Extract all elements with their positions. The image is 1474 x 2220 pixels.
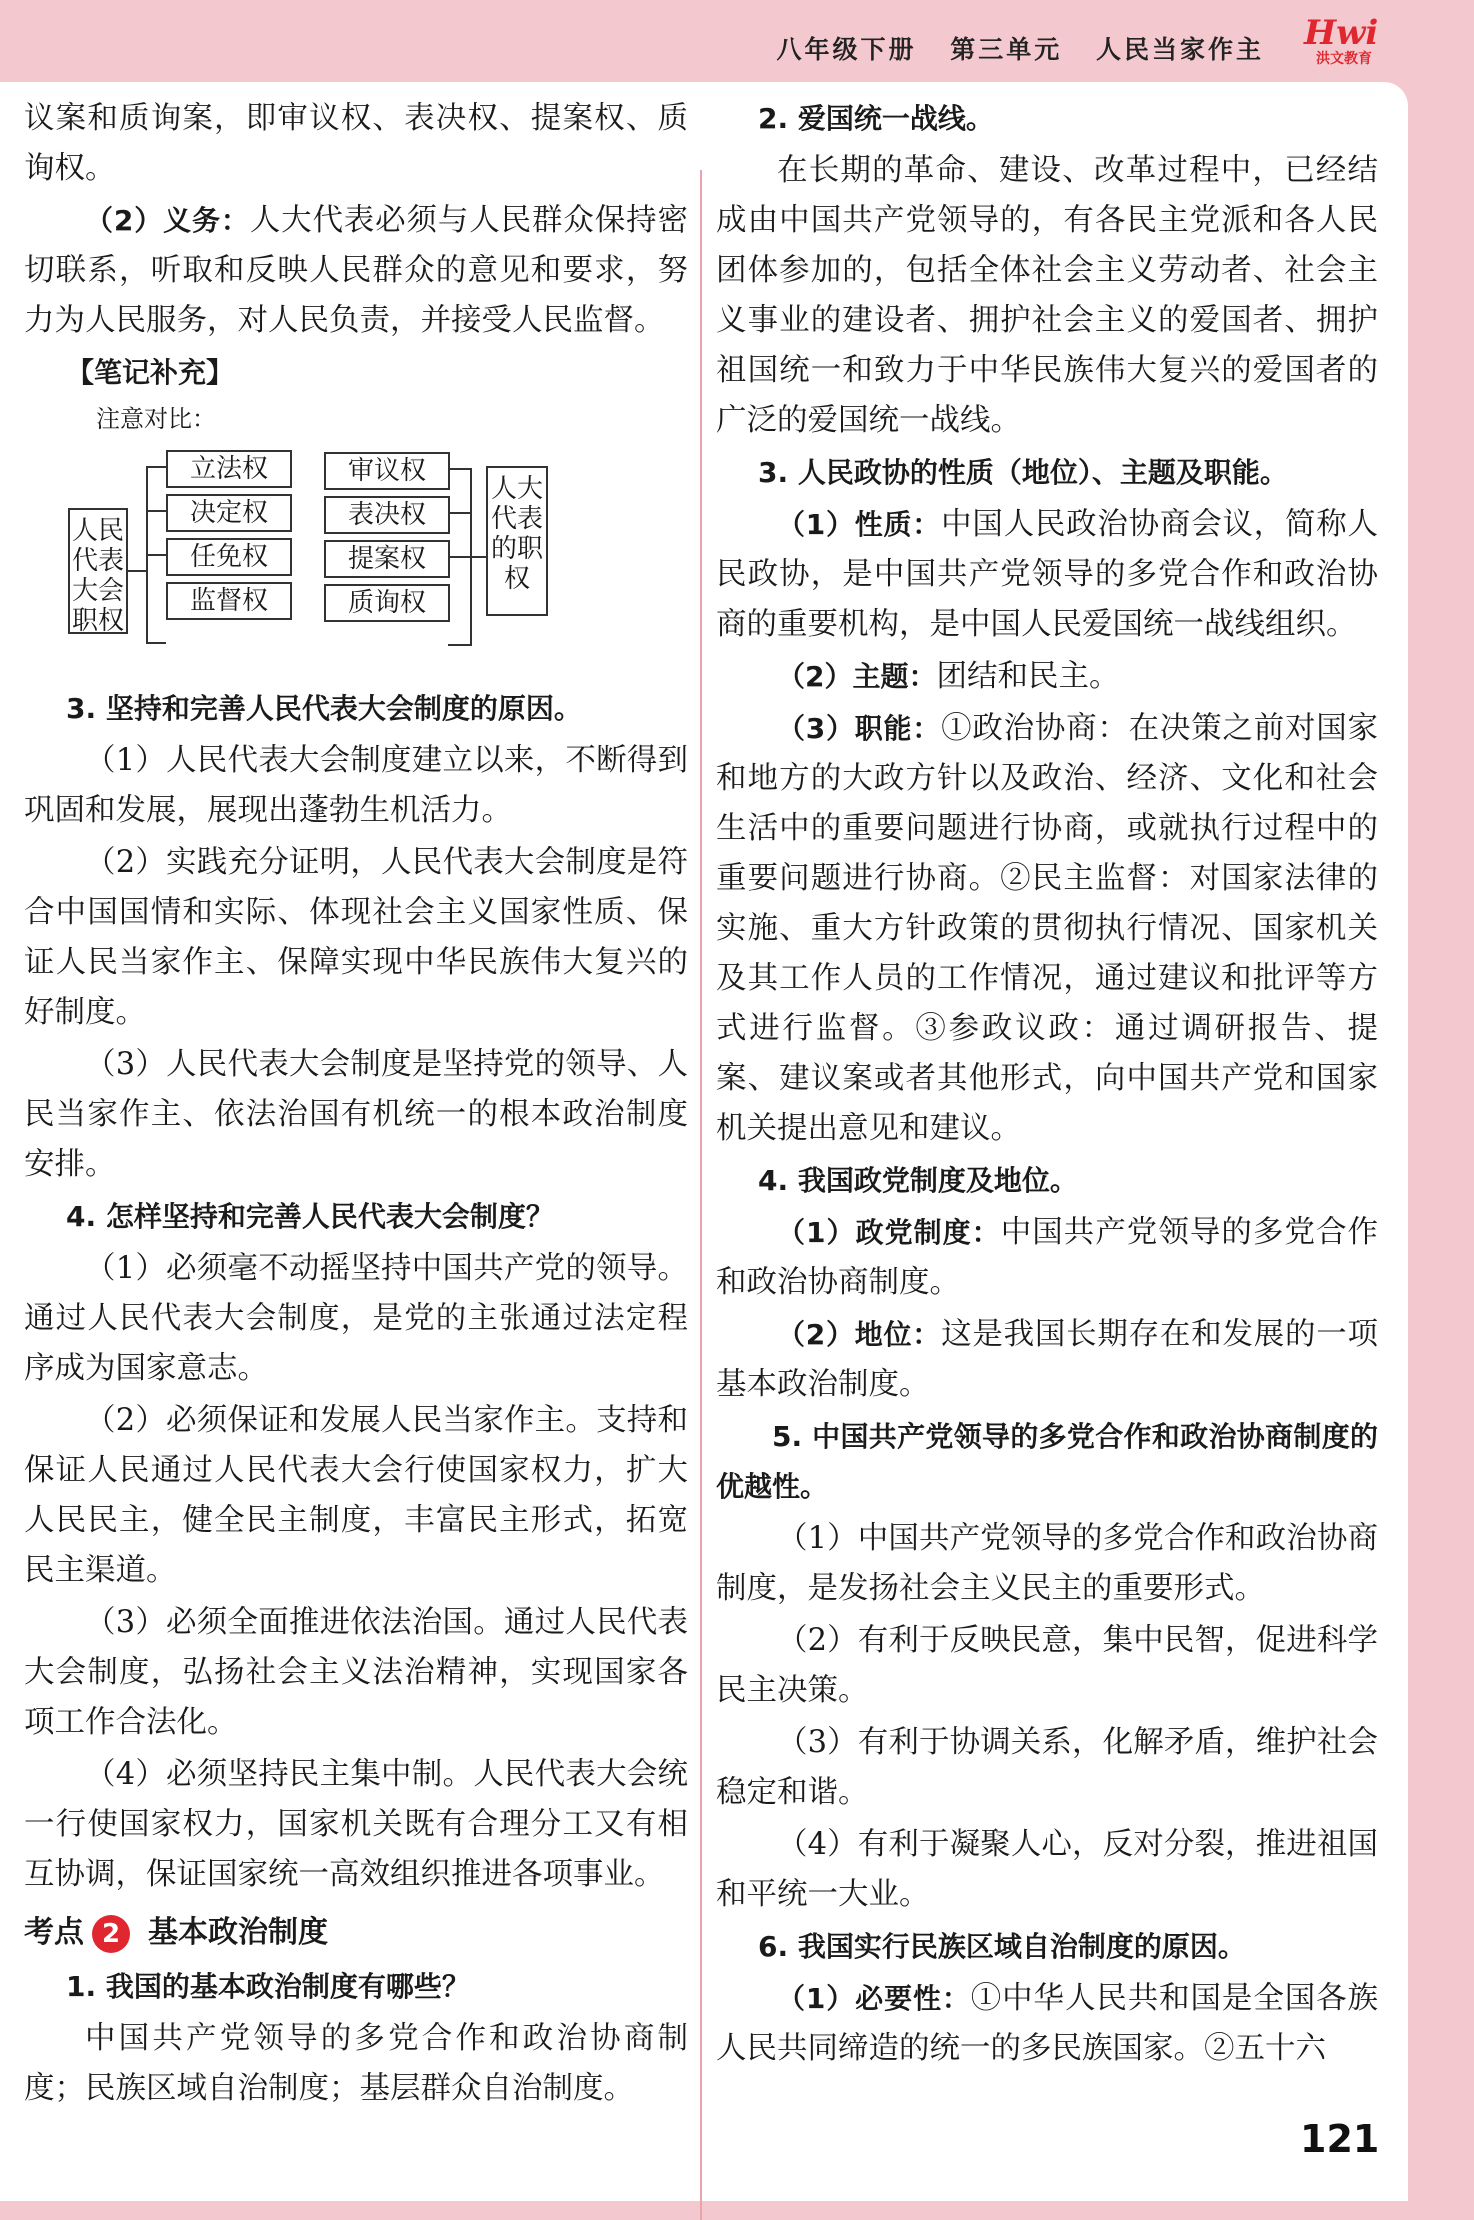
- right-column: [716, 94, 1378, 2076]
- header-unit: 第三单元: [950, 35, 1063, 64]
- paragraph: （2）必须保证和发展人民当家作主。支持和保证人民通过人民代表大会行使国家权力，扩大人民民主，健全民主制度，丰富民主形式，拓宽民主渠道。: [24, 1403, 688, 1588]
- paragraph-text: 人大代表必须与人民群众保持密切联系，听取和反映人民群众的意见和要求，努力为人民服务，对人民负责，并接受人民监督。: [24, 203, 689, 338]
- paragraph: [716, 1974, 1378, 2074]
- diagram-connector: [448, 556, 470, 558]
- section-heading: 6. 我国实行民族区域自治制度的原因。: [758, 1930, 1246, 1963]
- inline-label: （2）地位：: [777, 1318, 942, 1351]
- paragraph-text: ①政治协商：在决策之前对国家和地方的大政方针以及政治、经济、文化和社会生活中的重要问题进行协商，或就执行过程中的重要问题进行协商。②民主监督：对国家法律的实施、重大方针政策的贯彻执行情况、国家机关及其工作人员的工作情况，通过建议和批评等方式进行监督。③参政议政：通过调研报告、提案、建议案或者其他形式，向中国共产党和国家机关提出意见和建议。: [716, 711, 1379, 1146]
- paragraph: （2）实践充分证明，人民代表大会制度是符合中国国情和实际、体现社会主义国家性质、保证人民当家作主、保障实现中华民族伟大复兴的好制度。: [24, 845, 688, 1030]
- paragraph: （3）必须全面推进依法治国。通过人民代表大会制度，弘扬社会主义法治精神，实现国家各项工作合法化。: [24, 1605, 688, 1740]
- paragraph: [716, 1310, 1378, 1410]
- page-header: [0, 0, 1474, 67]
- paragraph: （3）有利于协调关系，化解矛盾，维护社会稳定和谐。: [716, 1725, 1378, 1810]
- paragraph: （1）人民代表大会制度建立以来，不断得到巩固和发展，展现出蓬勃生机活力。: [24, 743, 688, 828]
- note-subtitle: 注意对比：: [96, 405, 216, 433]
- paragraph: （4）有利于凝聚人心，反对分裂，推进祖国和平统一大业。: [716, 1827, 1378, 1912]
- page-body: [0, 82, 1408, 2201]
- section-heading: 2. 爱国统一战线。: [758, 102, 994, 135]
- left-column: [24, 94, 688, 2116]
- diagram-left-label: 人民代表大会职权: [68, 508, 128, 634]
- exam-point-heading: [24, 1908, 688, 1958]
- section-heading: 5. 中国共产党领导的多党合作和政治协商制度的优越性。: [716, 1420, 1378, 1503]
- inline-label: （1）必要性：: [777, 1982, 971, 2015]
- inline-label: （1）政党制度：: [777, 1216, 1001, 1249]
- paragraph: [716, 652, 1378, 702]
- paragraph: （1）必须毫不动摇坚持中国共产党的领导。通过人民代表大会制度，是党的主张通过法定程序成为国家意志。: [24, 1251, 688, 1386]
- paragraph-text: 中国人民政治协商会议，简称人民政协，是中国共产党领导的多党合作和政治协商的重要机构，是中国人民爱国统一战线组织。: [716, 507, 1379, 642]
- header-text: [755, 30, 1264, 66]
- exam-point-title: 基本政治制度: [148, 1915, 328, 1950]
- diagram-item: 监督权: [166, 582, 292, 620]
- paragraph: [24, 196, 688, 346]
- paragraph: （2）有利于反映民意，集中民智，促进科学民主决策。: [716, 1623, 1378, 1708]
- logo-mark: Hwi: [1304, 13, 1379, 53]
- header-grade: 八年级下册: [776, 35, 917, 64]
- diagram-connector: [448, 644, 470, 646]
- logo-text: 洪文教育: [1316, 51, 1372, 67]
- paragraph: [716, 1208, 1378, 1308]
- diagram-connector: [146, 466, 166, 468]
- diagram-item: 质询权: [324, 584, 450, 622]
- paragraph-text: ①中华人民共和国是全国各族人民共同缔造的统一的多民族国家。②五十六: [716, 1981, 1379, 2066]
- section-heading: 3. 坚持和完善人民代表大会制度的原因。: [66, 692, 582, 725]
- diagram-item: 立法权: [166, 450, 292, 488]
- section-heading: 1. 我国的基本政治制度有哪些？: [66, 1970, 470, 2003]
- exam-point-number: 2: [92, 1915, 130, 1953]
- diagram-item: 决定权: [166, 494, 292, 532]
- paragraph-text: 中国共产党领导的多党合作和政治协商制度。: [716, 1215, 1379, 1300]
- inline-label: （2）义务：: [85, 204, 250, 237]
- publisher-logo: [1304, 13, 1414, 67]
- paragraph: [716, 500, 1378, 650]
- paragraph: （4）必须坚持民主集中制。人民代表大会统一行使国家权力，国家机关既有合理分工又有相互协调，保证国家统一高效组织推进各项事业。: [24, 1757, 688, 1892]
- diagram-connector: [146, 554, 166, 556]
- inline-label: （3）职能：: [777, 712, 942, 745]
- paragraph: （3）人民代表大会制度是坚持党的领导、人民当家作主、依法治国有机统一的根本政治制度安排。: [24, 1047, 688, 1182]
- paragraph: 议案和质询案，即审议权、表决权、提案权、质询权。: [24, 101, 688, 186]
- powers-diagram: [24, 446, 688, 678]
- diagram-connector: [448, 512, 470, 514]
- diagram-item: 提案权: [324, 540, 450, 578]
- page-number: 121: [1300, 2117, 1380, 2161]
- column-divider: [700, 170, 702, 2220]
- note-title: 【笔记补充】: [66, 356, 235, 389]
- inline-label: （2）主题：: [777, 660, 937, 693]
- paragraph: 中国共产党领导的多党合作和政治协商制度；民族区域自治制度；基层群众自治制度。: [24, 2021, 688, 2106]
- header-unit-title: 人民当家作主: [1095, 35, 1264, 64]
- diagram-connector: [146, 642, 166, 644]
- paragraph: 在长期的革命、建设、改革过程中，已经结成由中国共产党领导的，有各民主党派和各人民团体参加的，包括全体社会主义劳动者、社会主义事业的建设者、拥护社会主义的爱国者、拥护祖国统一和致力于中华民族伟大复兴的爱国者的广泛的爱国统一战线。: [716, 153, 1378, 438]
- diagram-item: 任免权: [166, 538, 292, 576]
- paragraph: [716, 704, 1378, 1154]
- section-heading: 4. 我国政党制度及地位。: [758, 1164, 1078, 1197]
- paragraph-text: 这是我国长期存在和发展的一项基本政治制度。: [716, 1317, 1379, 1402]
- section-heading: 3. 人民政协的性质（地位）、主题及职能。: [758, 456, 1288, 489]
- diagram-item: 表决权: [324, 496, 450, 534]
- paragraph: （1）中国共产党领导的多党合作和政治协商制度，是发扬社会主义民主的重要形式。: [716, 1521, 1378, 1606]
- paragraph-text: 团结和民主。: [936, 659, 1120, 694]
- inline-label: （1）性质：: [777, 508, 942, 541]
- diagram-connector: [448, 468, 470, 470]
- exam-point-label: 考点: [24, 1915, 84, 1950]
- diagram-item: 审议权: [324, 452, 450, 490]
- diagram-right-label: 人大代表的职权: [486, 466, 548, 616]
- diagram-connector: [146, 510, 166, 512]
- diagram-connector: [128, 570, 146, 572]
- diagram-connector: [470, 556, 486, 558]
- section-heading: 4. 怎样坚持和完善人民代表大会制度？: [66, 1200, 554, 1233]
